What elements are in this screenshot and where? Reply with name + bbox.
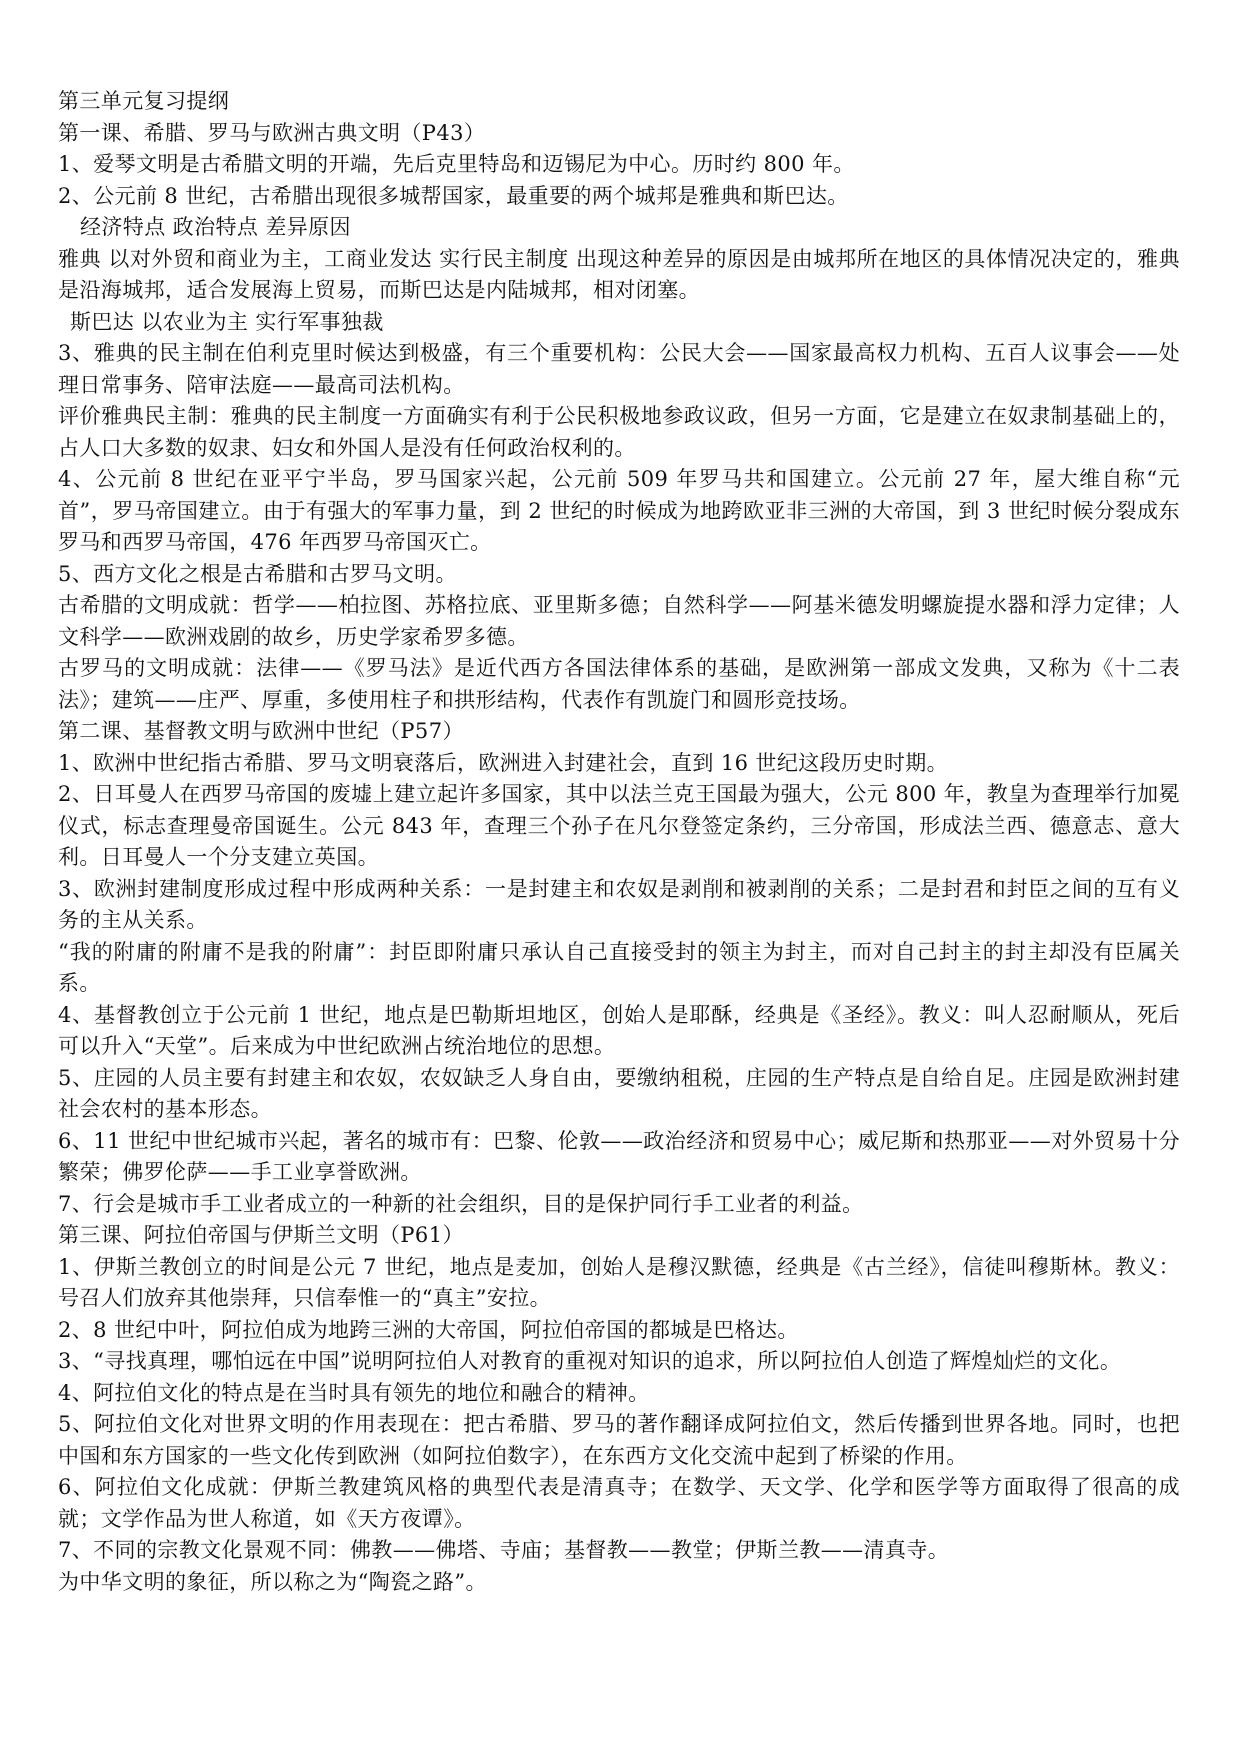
paragraph: 5、阿拉伯文化对世界文明的作用表现在：把古希腊、罗马的著作翻译成阿拉伯文，然后传播到世界各地。同时，也把中国和东方国家的一些文化传到欧洲（如阿拉伯数字），在东西方文化交流中起到了桥梁的作用。 (58, 1412, 1180, 1468)
paragraph: 1、欧洲中世纪指古希腊、罗马文明衰落后，欧洲进入封建社会，直到 16 世纪这段历史时期。 (58, 750, 949, 775)
paragraph: 为中华文明的象征，所以称之为“陶瓷之路”。 (58, 1569, 487, 1594)
paragraph: 7、行会是城市手工业者成立的一种新的社会组织，目的是保护同行手工业者的利益。 (58, 1191, 864, 1216)
paragraph: 3、雅典的民主制在伯利克里时候达到极盛，有三个重要机构：公民大会——国家最高权力机构、五百人议事会——处理日常事务、陪审法庭——最高司法机构。 (58, 341, 1180, 397)
paragraph: 古罗马的文明成就：法律——《罗马法》是近代西方各国法律体系的基础，是欧洲第一部成文发典，又称为《十二表法》；建筑——庄严、厚重，多使用柱子和拱形结构，代表作有凯旋门和圆形竞技场。 (58, 656, 1180, 712)
paragraph: 4、基督教创立于公元前 1 世纪，地点是巴勒斯坦地区，创始人是耶酥，经典是《圣经》。教义：叫人忍耐顺从，死后可以升入“天堂”。后来成为中世纪欧洲占统治地位的思想。 (58, 1002, 1180, 1058)
paragraph: “我的附庸的附庸不是我的附庸”：封臣即附庸只承认自己直接受封的领主为封主，而对自己封主的封主却没有臣属关系。 (58, 939, 1180, 995)
paragraph: 雅典 以对外贸和商业为主，工商业发达 实行民主制度 出现这种差异的原因是由城邦所在地区的具体情况决定的，雅典是沿海城邦，适合发展海上贸易，而斯巴达是内陆城邦，相对闭塞。 (58, 246, 1180, 302)
lesson-heading: 第二课、基督教文明与欧洲中世纪（P57） (58, 719, 464, 743)
paragraph: 5、庄园的人员主要有封建主和农奴，农奴缺乏人身自由，要缴纳租税，庄园的生产特点是自给自足。庄园是欧洲封建社会农村的基本形态。 (58, 1065, 1180, 1121)
paragraph: 7、不同的宗教文化景观不同：佛教——佛塔、寺庙；基督教——教堂；伊斯兰教——清真寺。 (58, 1538, 950, 1562)
paragraph: 2、8 世纪中叶，阿拉伯成为地跨三洲的大帝国，阿拉伯帝国的都城是巴格达。 (58, 1317, 799, 1342)
table-header-row: 经济特点 政治特点 差异原因 (80, 215, 351, 239)
lesson-heading: 第三课、阿拉伯帝国与伊斯兰文明（P61） (58, 1223, 464, 1247)
paragraph: 6、阿拉伯文化成就：伊斯兰教建筑风格的典型代表是清真寺；在数学、天文学、化学和医学等方面取得了很高的成就；文学作品为世人称道，如《天方夜谭》。 (58, 1475, 1180, 1531)
paragraph: 2、公元前 8 世纪，古希腊出现很多城帮国家，最重要的两个城邦是雅典和斯巴达。 (58, 183, 849, 208)
paragraph: 古希腊的文明成就：哲学——柏拉图、苏格拉底、亚里斯多德；自然科学——阿基米德发明螺旋提水器和浮力定律；人文科学——欧洲戏剧的故乡，历史学家希罗多德。 (58, 593, 1180, 649)
paragraph: 斯巴达 以农业为主 实行军事独裁 (70, 309, 384, 334)
document-body (58, 86, 1180, 1598)
paragraph: 1、爱琴文明是古希腊文明的开端，先后克里特岛和迈锡尼为中心。历时约 800 年。 (58, 152, 855, 176)
paragraph: 评价雅典民主制：雅典的民主制度一方面确实有利于公民积极地参政议政，但另一方面，它是建立在奴隶制基础上的，占人口大多数的奴隶、妇女和外国人是没有任何政治权利的。 (58, 404, 1180, 460)
paragraph: 3、“寻找真理，哪怕远在中国”说明阿拉伯人对教育的重视对知识的追求，所以阿拉伯人创造了辉煌灿烂的文化。 (58, 1349, 1122, 1373)
paragraph: 1、伊斯兰教创立的时间是公元 7 世纪，地点是麦加，创始人是穆汉默德，经典是《古兰经》，信徒叫穆斯林。教义：号召人们放弃其他崇拜，只信奉惟一的“真主”安拉。 (58, 1254, 1180, 1310)
paragraph: 4、阿拉伯文化的特点是在当时具有领先的地位和融合的精神。 (58, 1380, 650, 1405)
paragraph: 4、公元前 8 世纪在亚平宁半岛，罗马国家兴起，公元前 509 年罗马共和国建立。公元前 27 年，屋大维自称“元首”，罗马帝国建立。由于有强大的军事力量，到 2 世纪的时候成为地跨欧亚非三洲的大帝国，到 3 世纪时候分裂成东罗马和西罗马帝国，476 年西罗马帝国灭亡。 (58, 467, 1180, 554)
paragraph: 3、欧洲封建制度形成过程中形成两种关系：一是封建主和农奴是剥削和被剥削的关系；二是封君和封臣之间的互有义务的主从关系。 (58, 876, 1180, 932)
document-title: 第三单元复习提纲 (58, 89, 230, 113)
lesson-heading: 第一课、希腊、罗马与欧洲古典文明（P43） (58, 120, 486, 145)
paragraph: 5、西方文化之根是古希腊和古罗马文明。 (58, 561, 457, 586)
paragraph: 2、日耳曼人在西罗马帝国的废墟上建立起许多国家，其中以法兰克王国最为强大，公元 800 年，教皇为查理举行加冕仪式，标志查理曼帝国诞生。公元 843 年，查理三个孙子在凡尔登签定条约，三分帝国，形成法兰西、德意志、意大利。日耳曼人一个分支建立英国。 (58, 782, 1180, 869)
paragraph: 6、11 世纪中世纪城市兴起，著名的城市有：巴黎、伦敦——政治经济和贸易中心；威尼斯和热那亚——对外贸易十分繁荣；佛罗伦萨——手工业享誉欧洲。 (58, 1128, 1180, 1184)
